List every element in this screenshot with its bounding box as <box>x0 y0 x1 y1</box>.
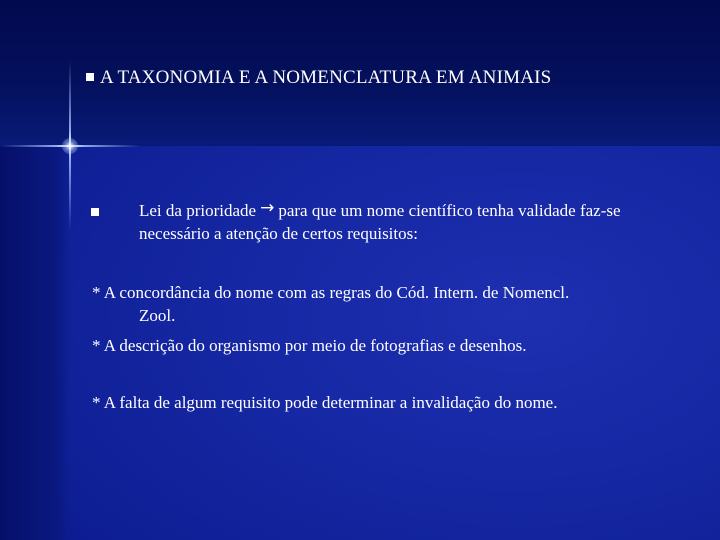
right-arrow-icon: → <box>260 198 275 218</box>
requirement-line-concordancia-cont: Zool. <box>139 306 176 325</box>
bullet-item-prioridade <box>139 197 684 245</box>
requirement-line-descricao: * A descrição do organismo por meio de fotografias e desenhos. <box>92 336 527 355</box>
square-bullet-icon <box>91 208 99 216</box>
requirement-line-falta: * A falta de algum requisito pode determinar a invalidação do nome. <box>92 393 558 412</box>
requirement-line-concordancia: * A concordância do nome com as regras do Cód. Intern. de Nomencl. <box>92 283 570 302</box>
item-text-before-arrow: Lei da prioridade <box>139 201 257 220</box>
item-text-after-arrow: para que um nome científico tenha validade faz-se necessário a atenção de certos requisitos: <box>139 201 621 243</box>
slide-title-text: A TAXONOMIA E A NOMENCLATURA EM ANIMAIS <box>100 67 552 88</box>
